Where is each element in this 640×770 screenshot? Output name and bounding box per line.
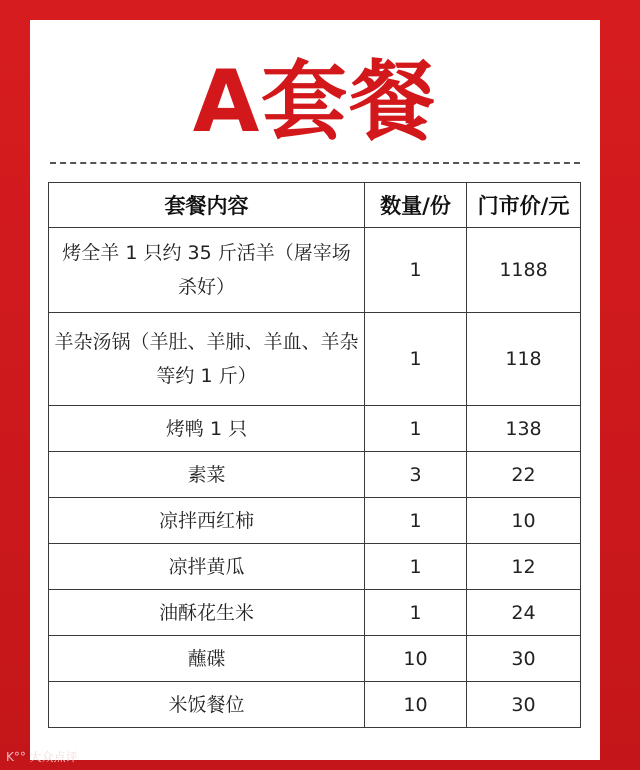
- table-row: [49, 590, 581, 636]
- menu-card: [30, 20, 600, 760]
- table-row: [49, 498, 581, 544]
- item-price: 10: [467, 498, 581, 544]
- item-price: 22: [467, 452, 581, 498]
- item-name: 油酥花生米: [49, 590, 365, 636]
- table-row: [49, 636, 581, 682]
- item-qty: 10: [365, 682, 467, 728]
- table-row: [49, 406, 581, 452]
- dashed-divider: [50, 162, 580, 164]
- table-row: [49, 228, 581, 313]
- item-name: 米饭餐位: [49, 682, 365, 728]
- header-price: 门市价/元: [467, 183, 581, 228]
- item-price: 30: [467, 682, 581, 728]
- item-name: 素菜: [49, 452, 365, 498]
- item-name: 羊杂汤锅（羊肚、羊肺、羊血、羊杂等约 1 斤）: [49, 313, 365, 406]
- item-name: 凉拌黄瓜: [49, 544, 365, 590]
- item-qty: 1: [365, 590, 467, 636]
- watermark-text: K°° 大众点评: [6, 750, 78, 764]
- item-price: 138: [467, 406, 581, 452]
- item-name: 烤鸭 1 只: [49, 406, 365, 452]
- item-price: 30: [467, 636, 581, 682]
- item-price: 1188: [467, 228, 581, 313]
- item-name: 凉拌西红柿: [49, 498, 365, 544]
- header-quantity: 数量/份: [365, 183, 467, 228]
- item-qty: 3: [365, 452, 467, 498]
- item-price: 24: [467, 590, 581, 636]
- item-qty: 1: [365, 228, 467, 313]
- header-content: 套餐内容: [49, 183, 365, 228]
- table-row: [49, 313, 581, 406]
- table-row: [49, 544, 581, 590]
- item-qty: 10: [365, 636, 467, 682]
- table-header-row: [49, 183, 581, 228]
- item-qty: 1: [365, 406, 467, 452]
- item-qty: 1: [365, 544, 467, 590]
- item-price: 12: [467, 544, 581, 590]
- table-row: [49, 452, 581, 498]
- item-name: 蘸碟: [49, 636, 365, 682]
- table-row: [49, 682, 581, 728]
- item-price: 118: [467, 313, 581, 406]
- item-qty: 1: [365, 313, 467, 406]
- menu-table: [48, 182, 581, 728]
- item-name: 烤全羊 1 只约 35 斤活羊（屠宰场杀好）: [49, 228, 365, 313]
- page-title: A套餐: [192, 52, 438, 152]
- item-qty: 1: [365, 498, 467, 544]
